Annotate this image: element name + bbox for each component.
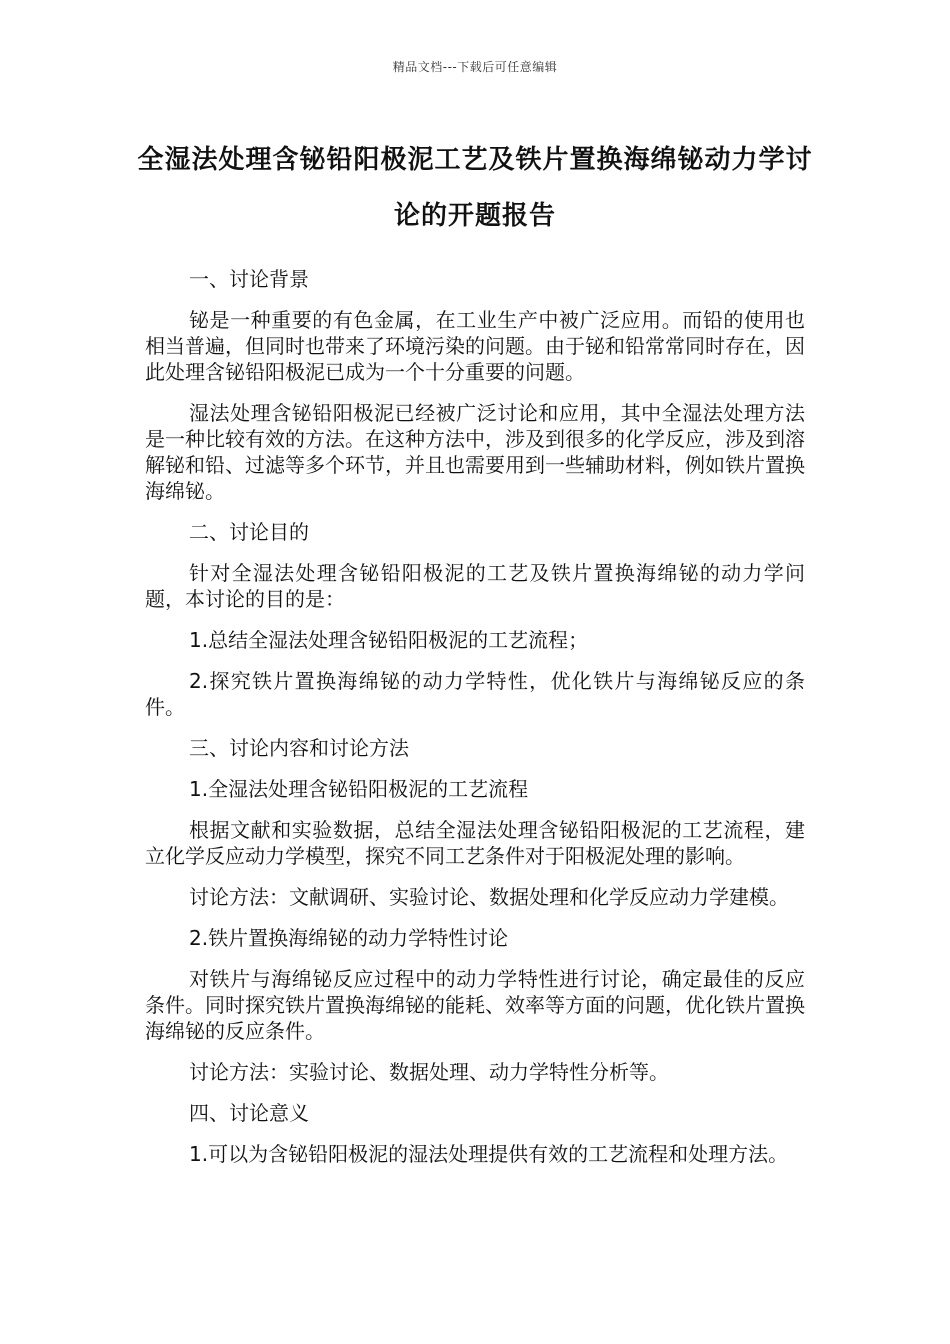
list-item: 2.探究铁片置换海绵铋的动力学特性，优化铁片与海绵铋反应的条件。: [145, 669, 805, 719]
paragraph: 湿法处理含铋铅阳极泥已经被广泛讨论和应用，其中全湿法处理方法是一种比较有效的方法。在这种方法中，涉及到很多的化学反应，涉及到溶解铋和铅、过滤等多个环节，并且也需要用到一些辅助材料，例如铁片置换海绵铋。: [145, 401, 805, 503]
section-heading-significance: 四、讨论意义: [189, 1101, 309, 1125]
document-title: 全湿法处理含铋铅阳极泥工艺及铁片置换海绵铋动力学讨论的开题报告: [137, 145, 813, 231]
list-item: 1.可以为含铋铅阳极泥的湿法处理提供有效的工艺流程和处理方法。: [189, 1142, 789, 1166]
header-note: 精品文档---下载后可任意编辑: [392, 60, 558, 74]
document-body: [145, 266, 805, 1182]
paragraph: 根据文献和实验数据，总结全湿法处理含铋铅阳极泥的工艺流程，建立化学反应动力学模型，探究不同工艺条件对于阳极泥处理的影响。: [145, 818, 805, 868]
paragraph: 铋是一种重要的有色金属，在工业生产中被广泛应用。而铅的使用也相当普遍，但同时也带来了环境污染的问题。由于铋和铅常常同时存在，因此处理含铋铅阳极泥已成为一个十分重要的问题。: [145, 308, 805, 384]
section-heading-background: 一、讨论背景: [189, 267, 309, 291]
paragraph: 对铁片与海绵铋反应过程中的动力学特性进行讨论，确定最佳的反应条件。同时探究铁片置换海绵铋的能耗、效率等方面的问题，优化铁片置换海绵铋的反应条件。: [145, 967, 805, 1043]
section-heading-purpose: 二、讨论目的: [189, 520, 309, 544]
section-heading-content-methods: 三、讨论内容和讨论方法: [189, 736, 409, 760]
paragraph: 讨论方法：实验讨论、数据处理、动力学特性分析等。: [189, 1060, 669, 1084]
list-item: 1.总结全湿法处理含铋铅阳极泥的工艺流程；: [189, 628, 589, 652]
paragraph: 针对全湿法处理含铋铅阳极泥的工艺及铁片置换海绵铋的动力学问题，本讨论的目的是：: [145, 561, 805, 611]
subsection-heading: 1.全湿法处理含铋铅阳极泥的工艺流程: [189, 777, 529, 801]
paragraph: 讨论方法：文献调研、实验讨论、数据处理和化学反应动力学建模。: [189, 885, 789, 909]
subsection-heading: 2.铁片置换海绵铋的动力学特性讨论: [189, 926, 509, 950]
